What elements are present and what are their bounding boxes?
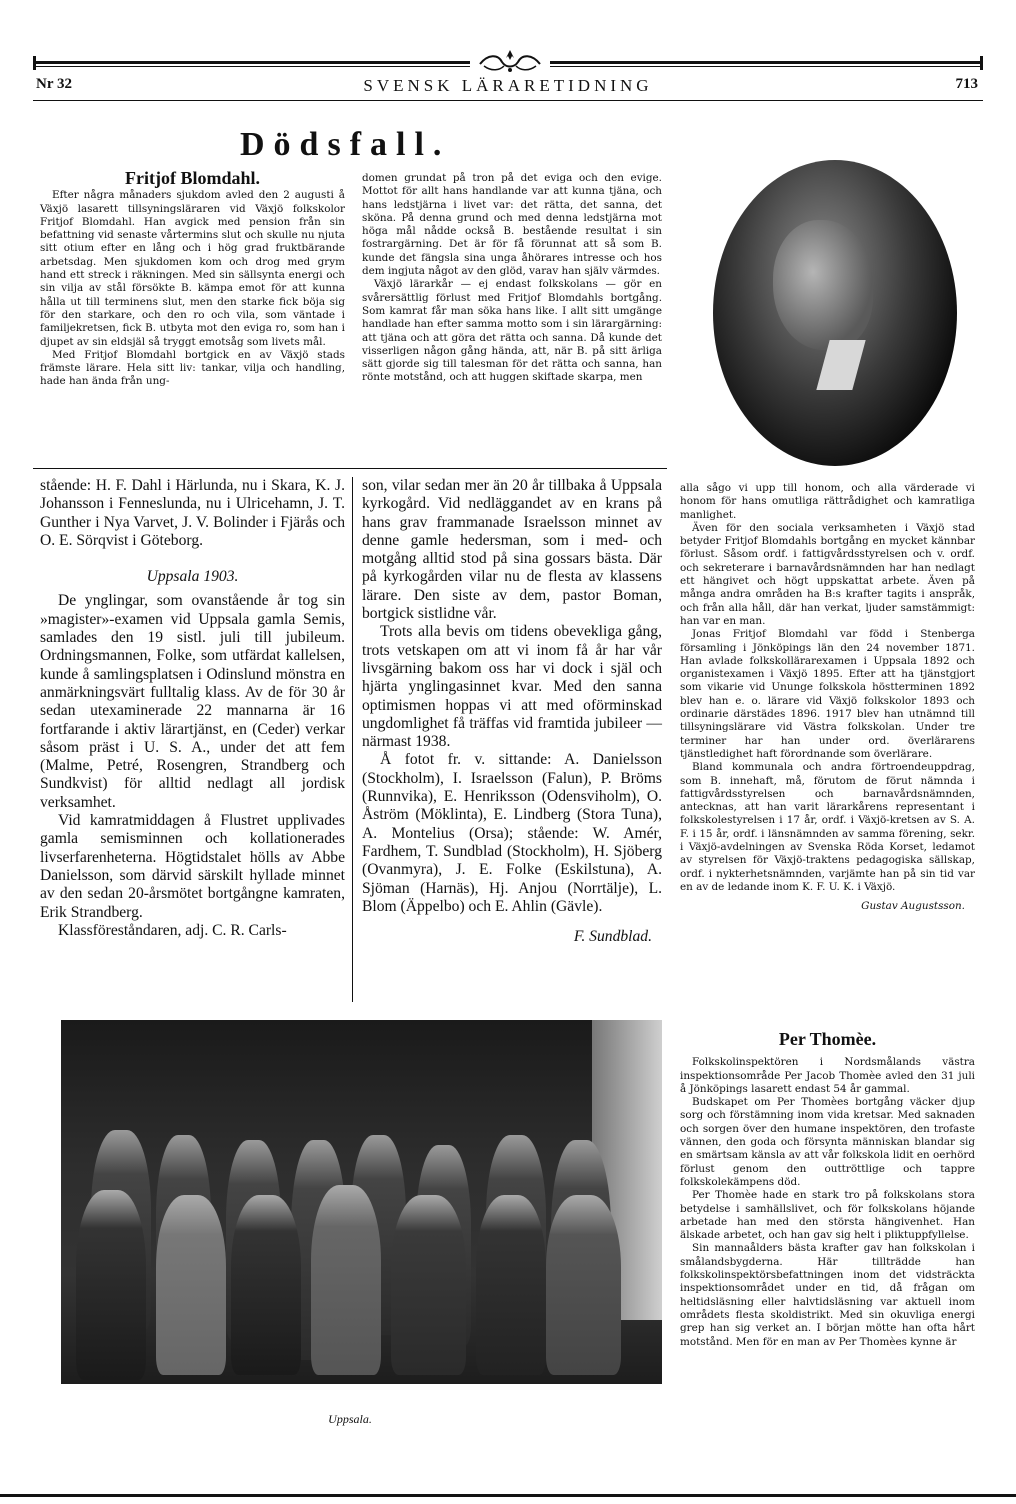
photo-caption: Uppsala. bbox=[328, 1412, 372, 1426]
subheading-uppsala-1903: Uppsala 1903. bbox=[146, 568, 239, 586]
uppsala-column-2 bbox=[362, 477, 662, 946]
photo-person bbox=[476, 1195, 546, 1375]
signature-augustsson: Gustav Augustsson. bbox=[861, 900, 965, 913]
group-photo-uppsala bbox=[61, 1020, 662, 1384]
paragraph: son, vilar sedan mer än 20 år tillbaka å Uppsala kyrkogård. Vid nedläggandet av en krans på hans grav frammanade Israelsson minnet av denne gamle hedersman, som i med- och motgång alltid stod på sina gossars bästa. Där på kyrkogården vilar nu de flesta av klassens lärare. Den siste av dem, pastor Boman, bortgick sistlidne vår. bbox=[362, 477, 662, 623]
blomdahl-column-2 bbox=[362, 172, 662, 385]
photo-person bbox=[546, 1195, 621, 1375]
paragraph: Bland kommunala och andra förtroendeuppdrag, som B. innehaft, må, förutom de förut nämnda i fattigvårdsstyrelsen och barnavårdsnämnden, antecknas, att han varit lärarkårens representant i folkskolestyrelsen i 17 år, ordf. i Växjö-kretsen av S. A. F. i 15 år, ordf. i länsnämnden av samma förening, sekr. i Växjö-avdelningen av Svenska Röda Korset, ledamot av styrelsen för Växjö-traktens pedagogiska sällskap, ordf. i nykterhetsnämnden, varjämte han på sin tid var en av de ledande inom K. F. U. K. i Växjö. bbox=[680, 761, 975, 893]
article-title-thomee: Per Thomèe. bbox=[778, 1029, 877, 1049]
paragraph: alla sågo vi upp till honom, och alla värderade vi honom för hans omutliga rättrådighet och kamratliga manlighet. bbox=[680, 482, 975, 521]
paragraph: Efter några månaders sjukdom avled den 2 augusti å Växjö lasarett tillsyningsläraren vid Växjö folkskolor Fritjof Blomdahl. Han avgick med pension från sin befattning vid senaste vårtermins slut och skulle nu njuta sitt otium efter en lång och i hög grad fruktbärande arbetsdag. Men sjukdomen kom och drog med grym hand ett streck i räkningen. Med sin sällsynta energi och sin vilja av stål försökte B. kämpa emot för att kunna hålla ut till terminens slut, men den starke fick böja sig för den starkare, och den ro och vila, som väntade i familjekretsen, fick B. utbyta mot den eviga ro, som han i djupet av sin eldsjäl så tryggt emotsåg som livets mål. bbox=[40, 189, 345, 348]
header-ornament-end-right bbox=[980, 56, 983, 70]
publication-title: SVENSK LÄRARETIDNING bbox=[363, 76, 653, 95]
thomee-article bbox=[680, 1029, 975, 1349]
paragraph: stående: H. F. Dahl i Härlunda, nu i Skara, K. J. Johansson i Fenneslunda, nu i Ulricehamn, J. T. Gunther i Nya Varvet, J. V. Bolinder i Fjärås och O. E. Sörqvist i Göteborg. bbox=[40, 477, 345, 549]
paragraph: Budskapet om Per Thomèes bortgång väcker djup sorg och förstämning inom vida kretsar. Med saknaden och sorgen över den humane inspektören, den trofaste vännen, den goda och försynta människan blandar sig en smärtsam känsla av att vår folkskola lidit en oerhörd förlust genom den outtröttlige och tappre folkskolekämpens död. bbox=[680, 1096, 975, 1188]
paragraph: Folkskolinspektören i Nordsmålands västra inspektionsområde Per Jacob Thomèe avled den 31 juli å Jönköpings lasarett endast 54 år gammal. bbox=[680, 1056, 975, 1095]
paragraph: Vid kamratmiddagen å Flustret upplivades gamla semisminnen och kollationerades livserfarenheterna. Högtidstalet hölls av Abbe Danielsson, som därvid särskilt hyllade minnet av den sedan 20-årsmötet bortgångne kamraten, Erik Strandberg. bbox=[40, 812, 345, 921]
paragraph: Trots alla bevis om tidens obevekliga gång, trots vetskapen om att vi inom få år har vår livsgärning bakom oss har vi dock i själ och hjärta ynglingasinnet kvar. Med den sanna optimismen hoppas vi att med oförminskad ungdomlighet få träffas vid framtida jubileer — närmast 1938. bbox=[362, 623, 662, 751]
photo-person bbox=[156, 1195, 226, 1375]
paragraph: De ynglingar, som ovanstående år tog sin »magister»-examen vid Uppsala gamla Semis, samlades den 19 sistl. juli till jubileum. Ordningsmannen, Folke, som utfärdat kallelsen, kunde å samlingsplatsen i Odinslund mönstra en anmärkningsvärt fulltalig klass. Av de för 30 år sedan utexaminerade 22 mannarna är 16 fortfarande i aktiv lärartjänst, en (Ceder) verkar såsom präst i U. S. A., under det att fem (Malme, Petré, Rosengren, Strandberg och Sundkvist) för alltid nedlagt all jordisk verksamhet. bbox=[40, 592, 345, 811]
paragraph: Klassföreståndaren, adj. C. R. Carls- bbox=[58, 921, 287, 939]
article-title-blomdahl: Fritjof Blomdahl. bbox=[125, 168, 260, 188]
section-divider bbox=[33, 468, 667, 469]
paragraph: domen grundat på tron på det eviga och den evige. Mottot för allt hans handlande var att kunna tjäna, och hans ledstjärna i livet var: det rätta, det sanna, det sköna. På denna grund och med denna ledstjärna mot höga mål nådde också B. bestående resultat i sin fostrargärning. Det är för få förunnat att så som B. kunde det fängsla sina unga åhörares intresse och hos dem ingjuta något av den glöd, varav han själv värmdes. bbox=[362, 172, 662, 278]
photo-person bbox=[76, 1190, 146, 1380]
paragraph: Per Thomèe hade en stark tro på folkskolans stora betydelse i samhällslivet, och för folkskolans höjande arbetade han med den största hängivenhet. Han älskade arbetet, och han gav sig helt i pliktuppfyllelse. bbox=[680, 1189, 975, 1242]
portrait-photo-blomdahl bbox=[713, 160, 957, 466]
paragraph: Å fotot fr. v. sittande: A. Danielsson (Stockholm), I. Israelsson (Falun), P. Bröms (Runnvika), E. Henriksson (Odensviholm), O. Åström (Möklinta), E. Lindberg (Stora Tuna), A. Montelius (Orsa); stående: W. Amér, Fardhem, T. Sundblad (Stockholm), H. Sjöberg (Ovanmyra), J. E. Folke (Eskilstuna), A. Sjöman (Harnäs), Hj. Anjou (Norrtälje), L. Blom (Äppelbo) och E. Ahlin (Gävle). bbox=[362, 751, 662, 915]
page-number: 713 bbox=[955, 76, 978, 92]
paragraph: Jonas Fritjof Blomdahl var född i Stenberga församling i Jönköpings län den 24 november 1871. Han avlade folkskollärarexamen i Uppsala 1892 och organistexamen i Växjö 1895. Efter att ha tjänstgjort som vikarie vid Ununge folkskola höstterminen 1892 blev han e. o. lärare vid Växjö folkskolor 1893 och ordinarie därstädes 1896. 1917 blev han utnämnd till tillsyningslärare vid Västra folkskolan. Under tre terminer har han under ord. överlärarens tjänstledighet haft förordnande som överlärare. bbox=[680, 628, 975, 760]
blomdahl-column-3 bbox=[680, 482, 975, 914]
issue-number: Nr 32 bbox=[36, 76, 72, 92]
crown-ornament-icon bbox=[470, 48, 550, 76]
column-divider bbox=[352, 477, 353, 1002]
uppsala-column-1 bbox=[40, 477, 345, 940]
portrait-face bbox=[773, 220, 873, 350]
paragraph: Växjö lärarkår — ej endast folkskolans — gör en svårersättlig förlust med Fritjof Blomdahls bortgång. Som kamrat får man söka hans like. I allt sitt umgänge handlade han efter samma motto som i sin lärargärning: att tjäna och att göra det rätta och sanna. Då kunde det visserligen någon gång hända, att, när B. på sitt ärliga sätt gjorde sig till talesman för det rätta och sanna, han rönte motstånd, och att huggen skiftade skarpa, men bbox=[362, 278, 662, 384]
paragraph: Sin mannaålders bästa krafter gav han folkskolan i smålandsbygderna. Här tillträdde han folkskolinspektörsbefattningen inom det vidsträckta inspektionsområdet under en tid, då frågan om heltidsläsning eller halvtidsläsning var aktuell inom områdets flesta skoldistrikt. Med sin okuvliga energi grep han sig verket an. I början mötte han ofta hårt motstånd. Men för en man av Per Thomèes kynne är bbox=[680, 1242, 975, 1348]
paragraph: Med Fritjof Blomdahl bortgick en av Växjö stads främste lärare. Hela sitt liv: tankar, vilja och handling, hade han ända från ung- bbox=[40, 348, 345, 388]
photo-person bbox=[391, 1195, 466, 1375]
signature-sundblad: F. Sundblad. bbox=[573, 928, 652, 946]
header-ornament-end-left bbox=[33, 56, 36, 70]
photo-person bbox=[311, 1185, 381, 1375]
page-bottom-rule bbox=[0, 1494, 1016, 1497]
blomdahl-column-1 bbox=[40, 168, 345, 389]
section-title: Dödsfall. bbox=[240, 126, 451, 163]
photo-person bbox=[231, 1195, 301, 1375]
header-bottom-rule bbox=[33, 100, 983, 101]
paragraph: Även för den sociala verksamheten i Växjö stad betyder Fritjof Blomdahls bortgång en mycket kännbar förlust. Såsom ordf. i fattigvårdsstyrelsen och v. ordf. och sekreterare i barnavårdsnämnden har han nedlagt ett hängivet och högt uppskattat arbete. Även på många andra områden ha B:s krafter tagits i anspråk, och från alla håll, där han verkat, ljuder samstämmigt: han var en man. bbox=[680, 521, 975, 627]
